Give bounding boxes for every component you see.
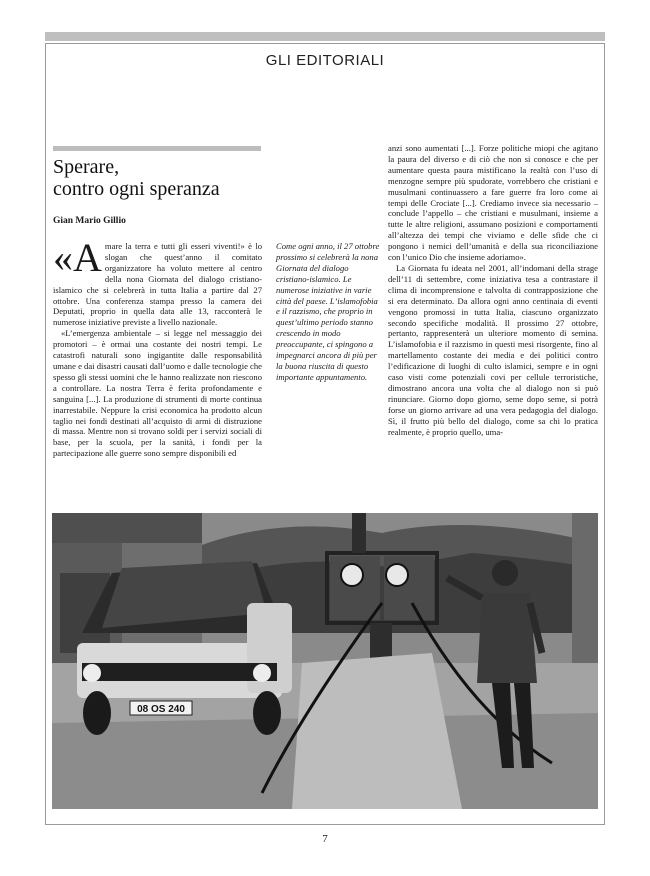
title-line-2: contro ogni speranza (53, 178, 220, 200)
drop-cap: «A (53, 235, 102, 280)
article-photo (52, 513, 598, 809)
title-rule (53, 146, 261, 151)
photo-illustration (52, 513, 598, 809)
article-column-1 (53, 235, 262, 459)
paragraph: La Giornata fu ideata nel 2001, all’indomani della strage dell’11 di settembre, come iniziativa tesa a contrastare il clima di incomprensione e talvolta di contrapposizione che si era determinato. Da allora ogni anno centinaia di eventi vengono promossi in tutta Italia, ciascuno organizzato secondo specifiche modalità. Il prossimo 27 ottobre, pertanto, rappresenterà un ulteriore momento di semina. L’islamofobia e il razzismo in questi mesi risorgente, fino al martellamento costante dei media e dei politici contro l’edificazione di luoghi di culto islamici, sempre e in ogni caso visti come potenziali covi per cellule terroristiche, dimostrano ancora una volta che al dialogo non si può rinunciare. Giorno dopo giorno, seme dopo seme, si potrà forse un giorno arrivare ad una vera pedagogia del dialogo. Sì, il frutto più bello del dialogo, come sa chi lo pratica realmente, è proprio quello, uma- (388, 262, 598, 437)
title-line-1: Sperare, (53, 156, 120, 178)
page-number: 7 (322, 833, 328, 845)
header-bar (45, 32, 605, 41)
paragraph: anzi sono aumentati [...]. Forze politiche miopi che agitano la paura del diverso e di ciò che non si conosce e che per aumentare questa paura mistificano la realtà con l’uso di menzogne sempre più spudorate, vorrebbero che cristiani e musulmani continuassero a fare guerre fra loro come ai tempi delle Crociate [...]. Crediamo invece sia necessario – conclude l’appello – che cristiani e musulmani, insieme a tutte le altre religioni, assumano posizioni e comportamenti all’altezza dei tempi che viviamo e delle sfide che ci pongono i nemici dell’umanità e della sua riconciliazione con l’unico Dio che insieme adoriamo». (388, 143, 598, 263)
paragraph (53, 235, 262, 328)
article-column-3 (388, 143, 598, 437)
section-title: GLI EDITORIALI (265, 52, 385, 69)
paragraph-text: mare la terra e tutti gli esseri viventi!» è lo slogan che quest’anno il comitato organizzatore ha voluto mettere al centro della nona Giornata del dialogo cristiano-islamico che si celebrerà in tutta Italia a partire dal 27 ottobre. Una conferenza stampa presso la camera dei Deputati, proprio in quella data alle 13, racconterà le numerose iniziative previste a livello nazionale. (53, 241, 262, 328)
paragraph: «L’emergenza ambientale – si legge nel messaggio dei promotori – è ormai una costante dei nostri tempi. Le catastrofi naturali sono ingigantite dalle responsabilità umane e dai disastri causati dall’uomo e dalle tecnologie che spesso gli stessi uomini che le hanno realizzate non riescono a controllare. La nostra Terra è ferita profondamente e sanguina [...]. La produzione di strumenti di morte continua inarrestabile. Neppure la crisi economica ha prodotto alcun taglio nei fondi destinati all’acquisto di armi di distruzione di massa. Mentre non si trovano soldi per i servizi sociali di base, per la scuola, per la sanità, i fondi per la partecipazione alle guerre sono sempre disponibili ed (53, 328, 262, 459)
pull-quote: Come ogni anno, il 27 ottobre prossimo si celebrerà la nona Giornata del dialogo cristiano-islamico. Le numerose iniziative in varie città del paese. L’islamofobia e il razzismo, che proprio in quest’ultimo periodo stanno crescendo in modo preoccupante, ci spingono a impegnarci ancora di più per la buona riuscita di questo importante appuntamento. (276, 241, 380, 382)
license-plate: 08 OS 240 (137, 704, 185, 715)
article-title (53, 156, 268, 200)
author-name: Gian Mario Gillio (53, 216, 126, 226)
